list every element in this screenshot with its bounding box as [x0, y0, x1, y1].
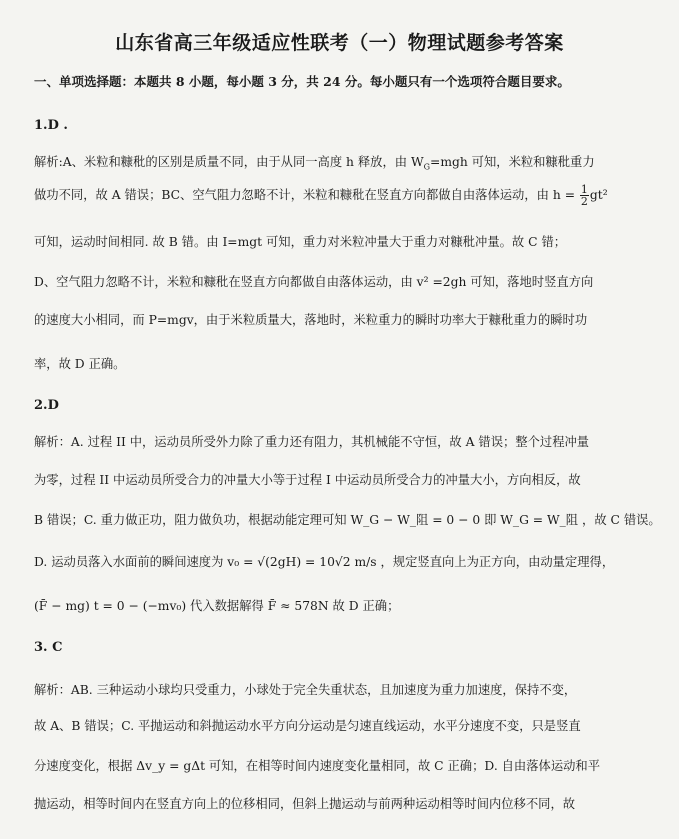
q2-line-1: 解析：A. 过程 II 中，运动员所受外力除了重力还有阻力，其机械能不守恒，故 A 错误；整个过程冲量 [34, 435, 590, 449]
q3-line-4: 抛运动，相等时间内在竖直方向上的位移相同，但斜上抛运动与前两种运动相等时间内位移不同，故 [34, 797, 576, 811]
q1-line-4: D、空气阻力忽略不计，米粒和糠秕在竖直方向都做自由落体运动，由 v² =2gh 可知，落地时竖直方向 [34, 275, 594, 289]
q3-line-1: 解析：AB. 三种运动小球均只受重力，小球处于完全失重状态，且加速度为重力加速度，保持不变， [34, 683, 577, 697]
q1-line-1-text: 解析:A、米粒和糠秕的区别是质量不同，由于从同一高度 h 释放，由 W [34, 155, 424, 169]
q2-line-4: D. 运动员落入水面前的瞬间速度为 v₀ = √(2gH) = 10√2 m/s ，规定竖直向上为正方向，由动量定理得， [34, 555, 615, 569]
q3-label: 3. C [34, 640, 63, 655]
fraction-denominator: 2 [580, 195, 588, 208]
q1-line-3: 可知，运动时间相同. 故 B 错。由 I=mgt 可知，重力对米粒冲量大于重力对糠秕冲量。故 C 错； [34, 235, 567, 249]
q1-line-2 [34, 184, 654, 207]
q1-line-2-tail: gt² [589, 188, 608, 202]
q1-line-6: 率，故 D 正确。 [34, 357, 126, 371]
q1-line-1 [34, 152, 654, 171]
section-heading: 一、单项选择题：本题共 8 小题，每小题 3 分，共 24 分。每小题只有一个选项符合题目要求。 [34, 74, 570, 89]
q1-line-1-tail: =mgh 可知，米粒和糠秕重力 [430, 155, 595, 169]
q1-line-1-sub: G [423, 162, 431, 172]
q2-line-2: 为零，过程 II 中运动员所受合力的冲量大小等于过程 I 中运动员所受合力的冲量大小，方向相反，故 [34, 473, 581, 487]
fraction-numerator: 1 [580, 183, 588, 196]
q1-line-5: 的速度大小相同，而 P=mgv，由于米粒质量大，落地时，米粒重力的瞬时功率大于糠秕重力的瞬时功 [34, 313, 588, 327]
q2-label: 2.D [34, 398, 59, 413]
page-title: 山东省高三年级适应性联考（一）物理试题参考答案 [115, 32, 564, 54]
q2-line-3: B 错误；C. 重力做正功，阻力做负功，根据动能定理可知 W_G − W_阻 = 0 − 0 即 W_G = W_阻 ，故 C 错误。 [34, 513, 661, 527]
q2-line-5: (F̄ − mg) t = 0 − (−mv₀) 代入数据解得 F̄ ≈ 578N 故 D 正确； [34, 599, 400, 613]
q3-line-3: 分速度变化，根据 Δv_y = gΔt 可知，在相等时间内速度变化量相同，故 C 正确；D. 自由落体运动和平 [34, 759, 601, 773]
fraction [580, 184, 589, 207]
q1-line-2-text: 做功不同，故 A 错误；BC、空气阻力忽略不计，米粒和糠秕在竖直方向都做自由落体运动，由 h = [34, 188, 579, 202]
q3-line-2: 故 A、B 错误；C. 平抛运动和斜抛运动水平方向分运动是匀速直线运动，水平分速度不变，只是竖直 [34, 719, 581, 733]
q1-label: 1.D . [34, 118, 68, 133]
